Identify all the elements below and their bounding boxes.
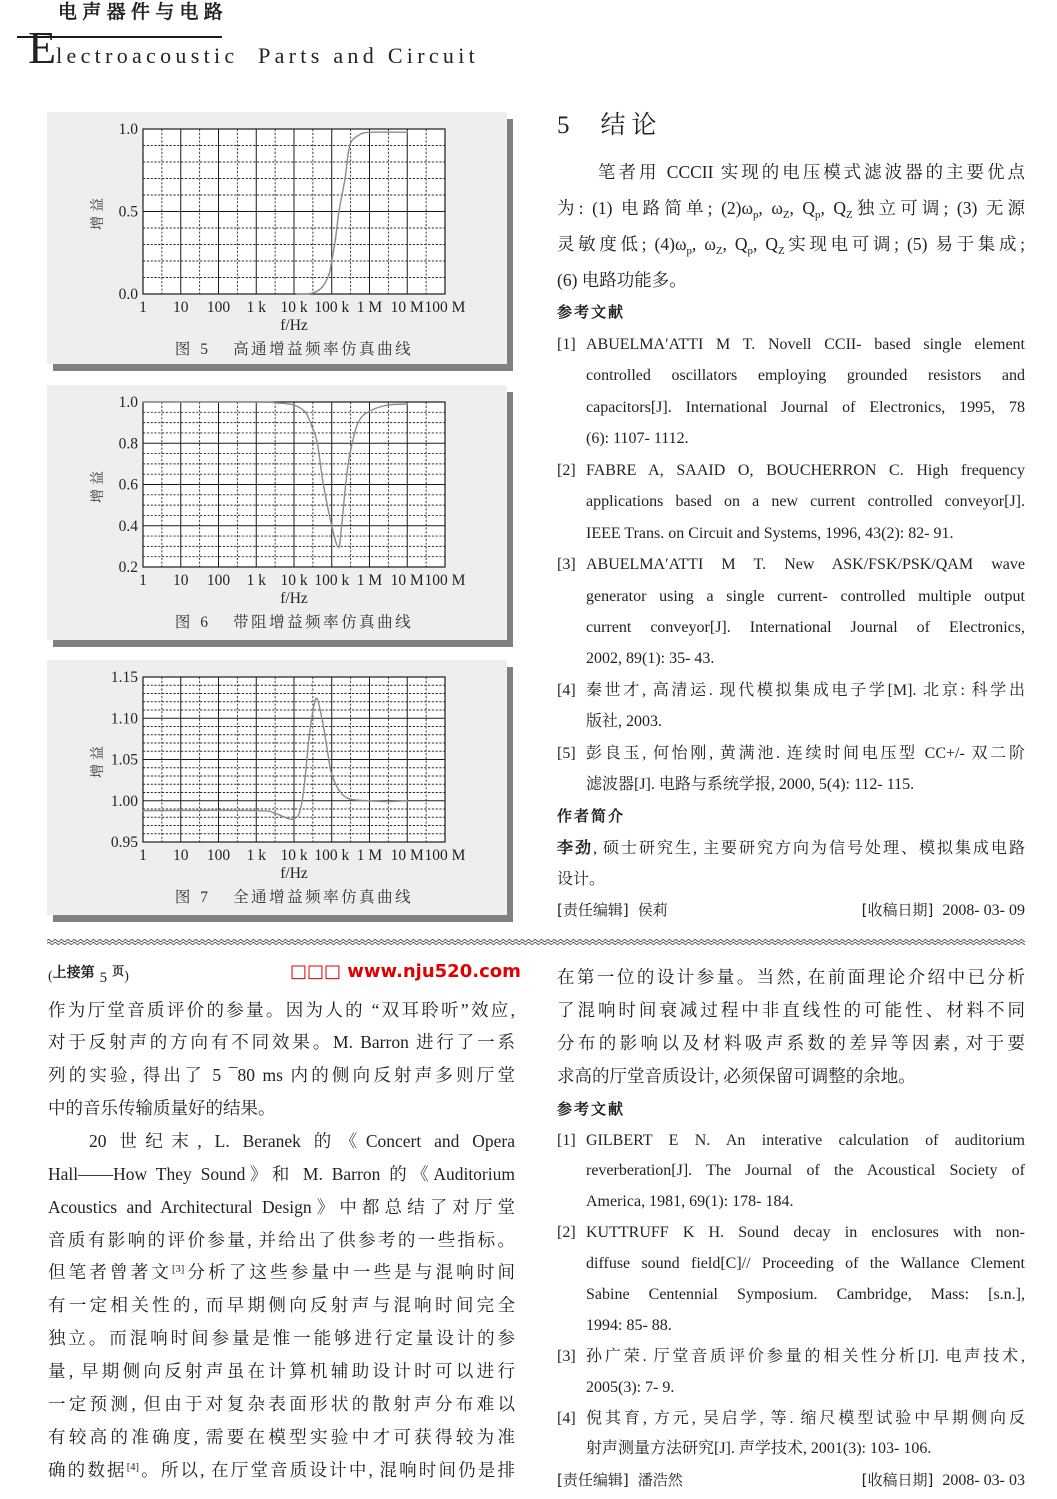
reference-line: 版社, 2003. [586, 713, 663, 731]
data-point [339, 790, 341, 792]
allpass-gain-chart [47, 660, 507, 915]
data-point [338, 211, 340, 213]
x-tick-label: 1 [139, 299, 147, 316]
reference-line: America, 1981, 69(1): 178- 184. [586, 1193, 794, 1211]
reference-item [557, 1126, 1025, 1219]
paragraph-line: 量, 早期侧向反射声虽在计算机辅助设计时可以进行 [48, 1361, 515, 1382]
paragraph-line: 了混响时间衰减过程中非直线性的可能性、材料不同 [557, 999, 1025, 1020]
reference-number: [2] [557, 1224, 576, 1242]
reference-line: IEEE Trans. on Circuit and Systems, 1996, 43(2): 82- 91. [586, 524, 954, 542]
reference-line: reverberation[J]. The Journal of the Acoustical Society of [586, 1162, 1025, 1180]
reference-number: [3] [557, 556, 576, 574]
data-point [293, 818, 295, 820]
paragraph-line: 有较高的准确度, 需要在模型实验中才可获得较为准 [48, 1426, 515, 1447]
reference-line: generator using a single current- controlled multiple output [586, 587, 1025, 605]
reference-number: [5] [557, 744, 576, 762]
y-tick-label: 1.10 [110, 710, 138, 728]
x-tick-label: 10 [173, 572, 189, 589]
data-point [328, 273, 330, 275]
paren-open: ( [48, 969, 53, 984]
watermark-link[interactable]: □□□ www.nju520.com [290, 961, 521, 982]
x-tick-label: 100 k [314, 847, 350, 864]
y-tick-label: 0.5 [118, 203, 138, 221]
data-point [322, 484, 324, 486]
editor-name: 侯莉 [637, 901, 668, 920]
y-axis-label: 增益 [90, 742, 106, 778]
subscript: Z [782, 208, 790, 221]
paragraph-line: 但笔者曾著文[3]分析了这些参量中一些是与混响时间 [48, 1262, 516, 1283]
section-number: 5 [557, 112, 570, 139]
data-point [406, 131, 408, 133]
author-bio-text: , 硕士研究生, 主要研究方向为信号处理、模拟集成电路 [593, 840, 1025, 858]
superscript: [4] [126, 1461, 139, 1473]
x-tick-label: 1 M [356, 299, 383, 316]
journal-title-cn: 电声器件与电路 [58, 1, 229, 23]
figure-number: 图 6 [174, 614, 212, 631]
x-tick-label: 10 k [280, 847, 308, 864]
highpass-gain-chart [47, 112, 507, 367]
author-name: 李劲 [557, 838, 593, 858]
reference-line: 射声测量方法研究[J]. 声学技术, 2001(3): 103- 106. [586, 1440, 932, 1458]
subscript: p [747, 244, 753, 257]
x-tick-label: 1 k [246, 299, 266, 316]
paragraph-line: 求高的厅堂音质设计, 必须保留可调整的余地。 [557, 1065, 916, 1086]
figure-title: 全通增益频率仿真曲线 [233, 889, 414, 906]
data-point [312, 712, 314, 714]
y-tick-label: 1.0 [118, 121, 138, 138]
data-point [349, 453, 351, 455]
data-point [331, 525, 333, 527]
data-point [316, 698, 318, 700]
section-title: 结论 [600, 112, 663, 139]
reference-line: ABUELMA′ATTI M T. Novell CCII- based single element [586, 335, 1025, 353]
figure-caption [175, 610, 413, 632]
reference-item [557, 455, 1025, 549]
reference-item [557, 329, 1025, 455]
references-heading: 参考文献 [557, 303, 626, 322]
data-point [301, 800, 303, 802]
continued-from-page: 5 [99, 970, 108, 986]
data-point [328, 760, 330, 762]
paragraph-line: 独立。而混响时间参量是惟一能够进行定量设计的参 [48, 1328, 515, 1349]
reference-line: current conveyor[J]. International Journal of Electronics, [586, 618, 1025, 636]
data-point [255, 810, 257, 812]
section-heading [557, 111, 663, 141]
editor-name: 潘浩然 [637, 1471, 683, 1490]
x-tick-label: 1 [139, 572, 147, 589]
reference-line: GILBERT E N. An interative calculation of auditorium [586, 1131, 1025, 1149]
journal-title-en: Electroacoustic Parts and Circuit [28, 22, 480, 73]
y-tick-label: 1.0 [118, 394, 138, 411]
data-point [321, 287, 323, 289]
references-section [557, 297, 1025, 926]
reference-line: 2002, 89(1): 35- 43. [586, 650, 715, 668]
x-tick-label: 100 k [314, 572, 350, 589]
paragraph-line: (6) 电路功能多。 [557, 270, 687, 290]
author-bio-line: 设计。 [557, 870, 606, 888]
data-point [406, 403, 408, 405]
figure-title: 高通增益频率仿真曲线 [233, 341, 414, 358]
reference-line: ABUELMA′ATTI M T. New ASK/FSK/PSK/QAM wave [586, 556, 1025, 574]
x-tick-label: 1 k [246, 847, 266, 864]
reference-line: applications based on a new current controlled conveyor[J]. [586, 493, 1025, 511]
y-axis-label: 增益 [90, 467, 106, 503]
reference-item [557, 1342, 1025, 1404]
x-tick-label: 100 M [424, 847, 466, 864]
y-tick-label: 1.05 [110, 751, 138, 769]
x-tick-label: 10 k [280, 299, 308, 316]
paragraph-line: 分布的影响以及材料吸声系数的差异等因素, 对于要 [557, 1032, 1025, 1053]
reference-number: [3] [557, 1347, 576, 1365]
data-point [344, 178, 346, 180]
y-tick-label: 0.95 [110, 834, 138, 851]
reference-number: [4] [557, 681, 576, 699]
y-tick-label: 0.4 [118, 517, 138, 535]
figure-caption [175, 337, 413, 359]
reference-item [557, 738, 1025, 801]
author-bio-heading: 作者简介 [557, 806, 626, 825]
reference-item [557, 549, 1025, 675]
data-point [345, 484, 347, 486]
reference-number: [4] [557, 1409, 576, 1427]
reference-item [557, 1218, 1025, 1342]
paragraph-line: Hall——How They Sound》和 M. Barron 的《Auditorium [48, 1163, 515, 1184]
x-tick-label: 1 M [356, 847, 383, 864]
y-axis-label: 增益 [90, 194, 106, 230]
y-tick-label: 1.00 [110, 792, 138, 810]
data-point [337, 547, 339, 549]
data-point [331, 773, 333, 775]
continued-from-text: 上接第 [52, 965, 95, 981]
x-tick-label: 1 M [356, 572, 383, 589]
data-point [273, 812, 275, 814]
data-point [304, 411, 306, 413]
paragraph-line: 笔者用 CCCII 实现的电压模式滤波器的主要优点 [598, 162, 1025, 182]
subscript: p [753, 208, 759, 221]
reference-line: 孙广荣. 厅堂音质评价参量的相关性分析[J]. 电声技术, [586, 1347, 1025, 1365]
x-axis-label: f/Hz [280, 590, 308, 607]
figure-5 [47, 112, 507, 364]
x-tick-label: 1 [139, 847, 147, 864]
paragraph-line: 作为厅堂音质评价的参量。因为人的 “双耳聆听”效应, [48, 999, 515, 1020]
x-axis-label: f/Hz [280, 317, 308, 334]
data-point [335, 239, 337, 241]
data-point [322, 721, 324, 723]
data-point [293, 404, 295, 406]
reference-line: 1994: 85- 88. [586, 1316, 672, 1334]
x-tick-label: 100 k [314, 299, 350, 316]
subscript: Z [778, 244, 785, 257]
data-point [349, 145, 351, 147]
data-point [142, 810, 144, 812]
reference-item [557, 675, 1025, 738]
figure-7 [47, 660, 507, 915]
y-tick-label: 0.8 [118, 435, 138, 453]
reference-number: [1] [557, 335, 576, 353]
data-point [357, 135, 359, 137]
y-tick-label: 0.2 [118, 559, 138, 576]
continued-references [557, 1126, 1025, 1497]
data-point [311, 426, 313, 428]
paragraph-line: 在第一位的设计参量。当然, 在前面理论介绍中已分析 [557, 966, 1025, 987]
superscript: [3] [172, 1264, 185, 1276]
data-point [296, 293, 298, 295]
data-point [369, 410, 371, 412]
subscript: p [686, 244, 692, 257]
paragraph-line: 一定预测, 但由于对复杂表面形状的散射声分布难以 [48, 1393, 515, 1414]
paragraph-line: 有一定相关性的, 而早期侧向反射声与混响时间完全 [48, 1295, 515, 1316]
figure-title: 带阻增益频率仿真曲线 [233, 614, 414, 631]
reference-line: 彭良玉, 何怡刚, 黄满池. 连续时间电压型 CC+/- 双二阶 [586, 744, 1025, 762]
paragraph-line: 灵敏度低; $(4)\omega_p$, $\omega_Z$, $Q_p$, $Q_Z$实现电可调; (5) 易于集成; [557, 234, 1025, 257]
data-point [341, 525, 343, 527]
subscript: p [815, 208, 821, 221]
y-tick-label: 0.0 [118, 286, 138, 303]
received-info [862, 895, 1025, 926]
figure-caption [175, 885, 413, 907]
figure-number: 图 7 [174, 889, 212, 906]
reference-number: [1] [557, 1131, 576, 1149]
editor-label: [责任编辑] [557, 901, 629, 920]
author-bio-line [557, 832, 1025, 863]
data-point [406, 800, 408, 802]
continued-right-column [557, 961, 1025, 1126]
references-heading: 参考文献 [557, 1099, 626, 1118]
x-tick-label: 10 M [390, 299, 424, 316]
data-point [369, 131, 371, 133]
article-footer [557, 1465, 1025, 1496]
received-info [862, 1465, 1025, 1496]
paren-close: ) [124, 969, 129, 984]
bandstop-gain-chart [47, 385, 507, 640]
reference-line: KUTTRUFF K H. Sound decay in enclosures with non- [586, 1224, 1025, 1242]
figure-6 [47, 385, 507, 640]
x-tick-label: 10 k [280, 572, 308, 589]
x-tick-label: 1 k [246, 572, 266, 589]
data-point [387, 404, 389, 406]
paragraph-line: 20 世纪末, L. Beranek 的《Concert and Opera [89, 1131, 515, 1152]
y-tick-label: 1.15 [110, 669, 138, 686]
editor-info [557, 1465, 683, 1496]
data-point [142, 401, 144, 403]
paragraph-line: 中的音乐传输质量好的结果。 [48, 1098, 276, 1119]
data-point [331, 260, 333, 262]
reference-line: (6): 1107- 1112. [586, 430, 689, 448]
x-axis-label: f/Hz [280, 865, 308, 882]
continued-from-unit: 页 [112, 964, 125, 978]
x-tick-label: 100 M [424, 299, 466, 316]
x-tick-label: 10 M [390, 847, 424, 864]
reference-number: [2] [557, 461, 576, 479]
continued-from-note [48, 958, 129, 984]
wavy-divider [47, 937, 1025, 947]
subscript: Z [846, 208, 853, 221]
continued-left-column [48, 994, 515, 1487]
data-point [387, 801, 389, 803]
received-label: [收稿日期] [861, 901, 934, 920]
reference-line: 秦世才, 高清运. 现代模拟集成电子学[M]. 北京: 科学出 [586, 681, 1025, 699]
reference-line: Sabine Centennial Symposium. Cambridge, Mass: [s.n.], [586, 1285, 1025, 1303]
x-tick-label: 100 M [424, 572, 466, 589]
reference-line: capacitors[J]. International Journal of Electronics, 1995, 78 [586, 398, 1025, 416]
paragraph-line: 音质有影响的评价参量, 并给出了供参考的一些指标。 [48, 1229, 515, 1250]
y-tick-label: 0.6 [118, 476, 138, 494]
data-point [349, 798, 351, 800]
x-tick-label: 100 [206, 299, 231, 316]
data-point [357, 422, 359, 424]
x-tick-label: 100 [206, 572, 231, 589]
reference-line: 倪其育, 方元, 吴启学, 等. 缩尺模型试验中早期侧向反 [586, 1409, 1025, 1427]
data-point [278, 402, 280, 404]
article-footer [557, 895, 1025, 926]
conclusion-paragraph [557, 154, 1025, 298]
reference-line: 滤波器[J]. 电路与系统学报, 2000, 5(4): 112- 115. [586, 776, 915, 794]
paragraph-line: Acoustics and Architectural Design》中都总结了对厅堂 [48, 1196, 515, 1217]
paragraph-line: 对于反射声的方向有不同效果。M. Barron 进行了一系 [48, 1032, 515, 1053]
reference-line: diffuse sound field[C]// Proceeding of the Wallance Clement [586, 1255, 1025, 1273]
paragraph-line: 确的数据[4]。所以, 在厅堂音质设计中, 混响时间仍是排 [48, 1459, 516, 1480]
paragraph-line: 为: (1) 电路简单; $(2)\omega_p$, $\omega_Z$, $Q_p$, $Q_Z$独立可调; (3) 无源 [557, 198, 1025, 221]
data-point [308, 737, 310, 739]
editor-label: [责任编辑] [557, 1471, 629, 1490]
x-tick-label: 100 [206, 847, 231, 864]
data-point [316, 442, 318, 444]
paragraph-line: 列的实验, 得出了 5 ¯80 ms 内的侧向反射声多则厅堂 [48, 1065, 515, 1086]
data-point [369, 800, 371, 802]
editor-info [557, 895, 668, 926]
data-point [255, 401, 257, 403]
reference-item [557, 1404, 1025, 1466]
received-date: 2008- 03- 09 [942, 902, 1025, 920]
x-tick-label: 10 M [390, 572, 424, 589]
data-point [311, 292, 313, 294]
figure-number: 图 5 [174, 341, 212, 358]
received-date: 2008- 03- 03 [942, 1472, 1025, 1490]
subscript: Z [715, 244, 723, 257]
reference-line: FABRE A, SAAID O, BOUCHERRON C. High frequency [586, 461, 1025, 479]
received-label: [收稿日期] [861, 1471, 934, 1490]
reference-line: 2005(3): 7- 9. [586, 1378, 675, 1396]
x-tick-label: 10 [173, 847, 189, 864]
reference-line: controlled oscillators employing grounded resistors and [586, 367, 1025, 385]
x-tick-label: 10 [173, 299, 189, 316]
